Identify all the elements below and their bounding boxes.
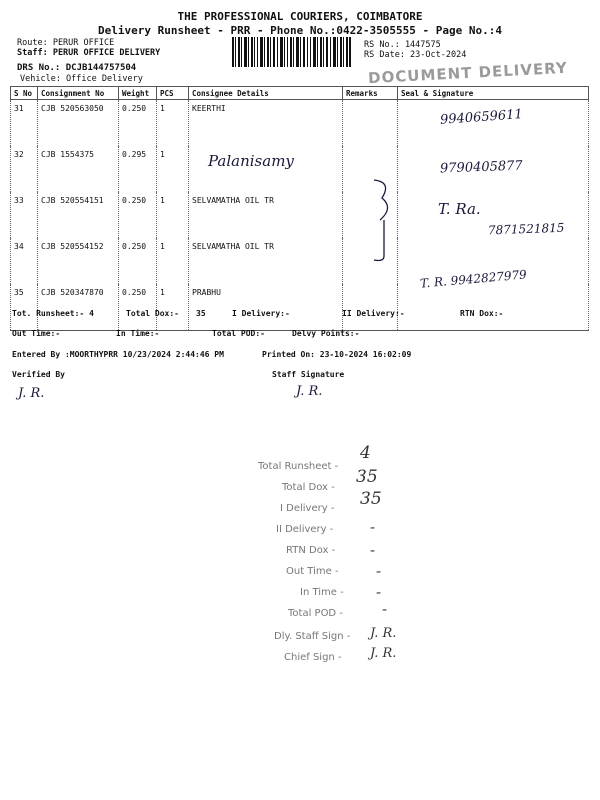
stamp-line-value: -	[382, 600, 388, 618]
stamp-line-label: In Time -	[300, 587, 344, 598]
total-dox-value: 35	[196, 309, 206, 318]
ii-delivery: II Delivery:-	[342, 309, 405, 318]
cell-consignee: SELVAMATHA OIL TR	[189, 192, 343, 238]
stamp-line-value: J. R.	[370, 646, 397, 661]
cell-sno: 32	[11, 146, 38, 192]
stamp-line-label: Out Time -	[286, 566, 339, 577]
col-remarks: Remarks	[343, 87, 398, 100]
cell-weight: 0.295	[119, 146, 157, 192]
stamp-line-label: Total Dox -	[282, 482, 335, 493]
stamp-line-label: Dly. Staff Sign -	[274, 631, 351, 642]
handwritten-signature: T. R. 9942827979	[419, 267, 528, 291]
cell-consignee: SELVAMATHA OIL TR	[189, 238, 343, 284]
stamp-line-value: 35	[360, 489, 382, 509]
barcode	[232, 37, 352, 67]
route-label: Route: PERUR OFFICE	[17, 38, 115, 48]
cell-sno: 31	[11, 100, 38, 147]
i-delivery: I Delivery:-	[232, 309, 290, 318]
stamp-line-label: RTN Dox -	[286, 545, 336, 556]
stamp-line-label: Total Runsheet -	[258, 461, 339, 472]
company-title: THE PROFESSIONAL COURIERS, COIMBATORE	[177, 10, 423, 23]
col-signature: Seal & Signature	[398, 87, 589, 100]
handwritten-bracket	[368, 176, 398, 266]
delvy-points: Delvy Points:-	[292, 329, 360, 338]
stamp-line-value: 4	[360, 443, 371, 463]
cell-pcs: 1	[157, 238, 189, 284]
stamp-line-value: -	[370, 541, 376, 559]
cell-weight: 0.250	[119, 284, 157, 331]
verified-signature: J. R.	[18, 386, 45, 401]
cell-consignee: KEERTHI	[189, 100, 343, 147]
document-delivery-stamp: DOCUMENT DELIVERY	[367, 58, 569, 88]
cell-weight: 0.250	[119, 100, 157, 147]
stamp-line-value: -	[376, 583, 382, 601]
cell-pcs: 1	[157, 284, 189, 331]
stamp-line-value: -	[370, 518, 376, 536]
handwritten-signature: T. Ra.	[438, 200, 481, 218]
cell-consignee: PRABHU	[189, 284, 343, 331]
col-weight: Weight	[119, 87, 157, 100]
table-header-row	[11, 87, 589, 100]
cell-weight: 0.250	[119, 238, 157, 284]
cell-sno: 34	[11, 238, 38, 284]
cell-consignment: CJB 520554151	[38, 192, 119, 238]
stamp-line-label: II Delivery -	[276, 524, 334, 535]
col-sno: S No	[11, 87, 38, 100]
cell-weight: 0.250	[119, 192, 157, 238]
col-pcs: PCS	[157, 87, 189, 100]
cell-consignment: CJB 1554375	[38, 146, 119, 192]
cell-pcs: 1	[157, 146, 189, 192]
handwritten-signature: 9940659611	[439, 107, 524, 128]
staff-signature-mark: J. R.	[296, 384, 323, 399]
stamp-line-label: I Delivery -	[280, 503, 335, 514]
stamp-line-value: J. R.	[370, 626, 397, 641]
verified-by-label: Verified By	[12, 370, 65, 379]
cell-consignment: CJB 520563050	[38, 100, 119, 147]
cell-consignment: CJB 520347870	[38, 284, 119, 331]
printed-on: Printed On: 23-10-2024 16:02:09	[262, 350, 412, 359]
rs-number: RS No.: 1447575	[364, 40, 441, 50]
entered-by: Entered By :MOORTHYPRR 10/23/2024 2:44:46 PM	[12, 350, 224, 359]
runsheet-subtitle: Delivery Runsheet - PRR - Phone No.:0422-3505555 - Page No.:4	[98, 24, 502, 37]
table-row	[11, 284, 589, 331]
cell-sno: 33	[11, 192, 38, 238]
cell-remarks	[343, 284, 398, 331]
col-consignment: Consignment No	[38, 87, 119, 100]
tot-runsheet: Tot. Runsheet:- 4	[12, 309, 94, 318]
col-consignee: Consignee Details	[189, 87, 343, 100]
staff-label: Staff: PERUR OFFICE DELIVERY	[17, 48, 161, 58]
cell-sno: 35	[11, 284, 38, 331]
vehicle-label: Vehicle: Office Delivery	[20, 74, 143, 84]
stamp-line-label: Total POD -	[288, 608, 343, 619]
total-dox-label: Total Dox:-	[126, 309, 179, 318]
cell-remarks	[343, 100, 398, 147]
cell-consignment: CJB 520554152	[38, 238, 119, 284]
total-pod: Total POD:-	[212, 329, 265, 338]
handwritten-consignee: Palanisamy	[208, 152, 294, 170]
drs-number: DRS No.: DCJB144757504	[17, 63, 137, 73]
stamp-line-label: Chief Sign -	[284, 652, 342, 663]
in-time: In Time:-	[116, 329, 160, 338]
cell-pcs: 1	[157, 192, 189, 238]
staff-signature-label: Staff Signature	[272, 370, 345, 379]
stamp-line-value: 35	[356, 467, 378, 487]
stamp-line-value: -	[376, 562, 382, 580]
rs-date: RS Date: 23-Oct-2024	[364, 50, 467, 60]
cell-signature	[398, 284, 589, 331]
rtn-dox: RTN Dox:-	[460, 309, 504, 318]
out-time: Out Time:-	[12, 329, 61, 338]
handwritten-signature: 9790405877	[439, 158, 523, 177]
cell-pcs: 1	[157, 100, 189, 147]
handwritten-signature: 7871521815	[487, 220, 565, 238]
